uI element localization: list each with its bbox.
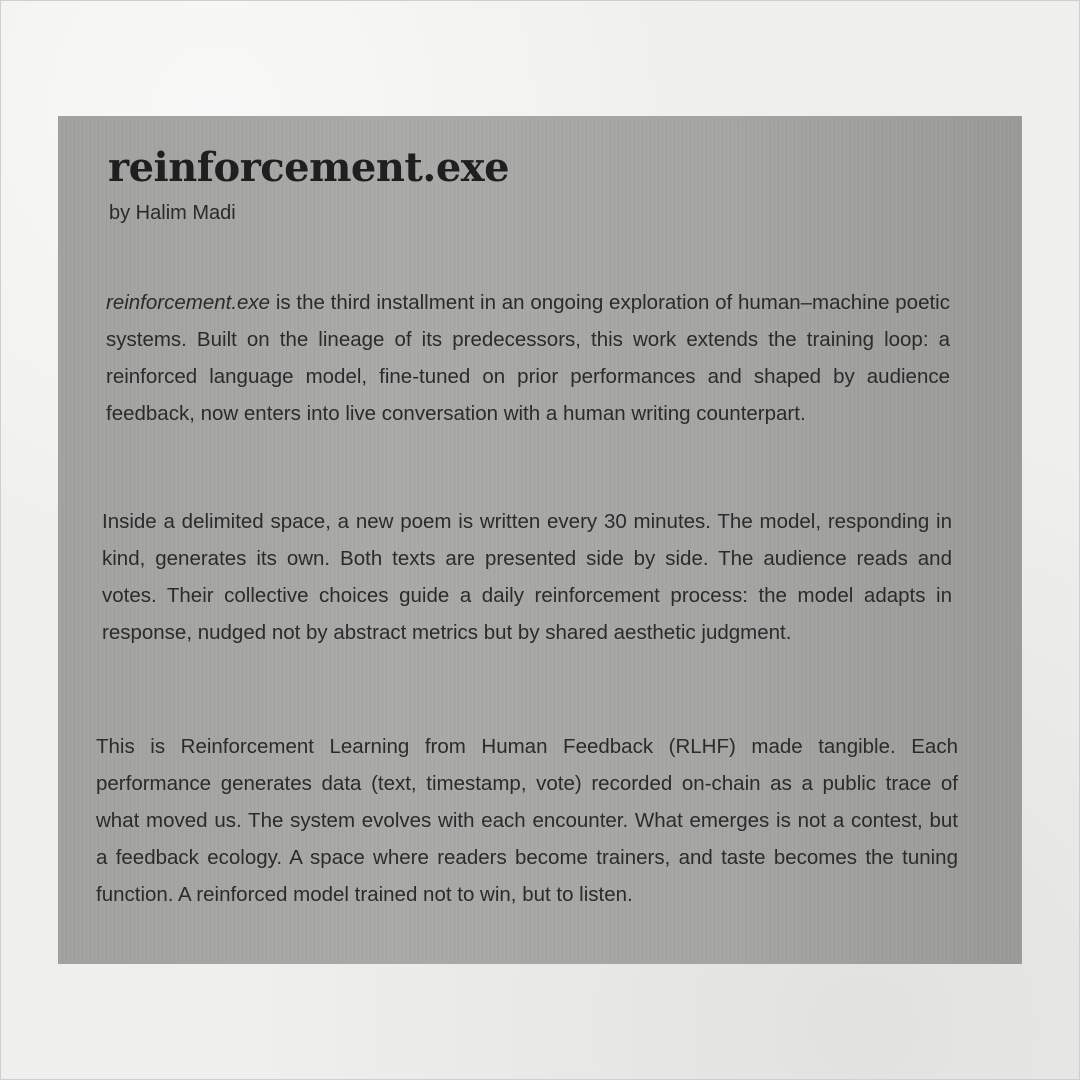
author-byline: by Halim Madi — [109, 202, 236, 224]
text-panel — [58, 116, 1022, 964]
paragraph-process: Inside a delimited space, a new poem is written every 30 minutes. The model, responding in kind, generates its own. Both texts are presented side by side. The audience reads and votes. Their collective choices guide a daily reinforcement process: the model adapts in response, nudged not by abstract metrics but by shared aesthetic judgment. — [102, 510, 952, 644]
paragraph-intro-text: is the third installment in an ongoing exploration of human–machine poetic systems. Built on the lineage of its predecessors, this work extends the training loop: a reinforced language model, fine-tuned on prior performances and shaped by audience feedback, now enters into live conversation with a human writing counterpart. — [106, 291, 950, 425]
paragraph-intro — [106, 284, 950, 432]
document-title: reinforcement.exe — [108, 144, 510, 191]
paragraph-rlhf: This is Reinforcement Learning from Human Feedback (RLHF) made tangible. Each performance generates data (text, timestamp, vote) recorded on-chain as a public trace of what moved us. The system evolves with each encounter. What emerges is not a contest, but a feedback ecology. A space where readers become trainers, and taste becomes the tuning function. A reinforced model trained not to win, but to listen. — [96, 735, 958, 906]
paragraph-intro-lead: reinforcement.exe — [106, 291, 271, 314]
